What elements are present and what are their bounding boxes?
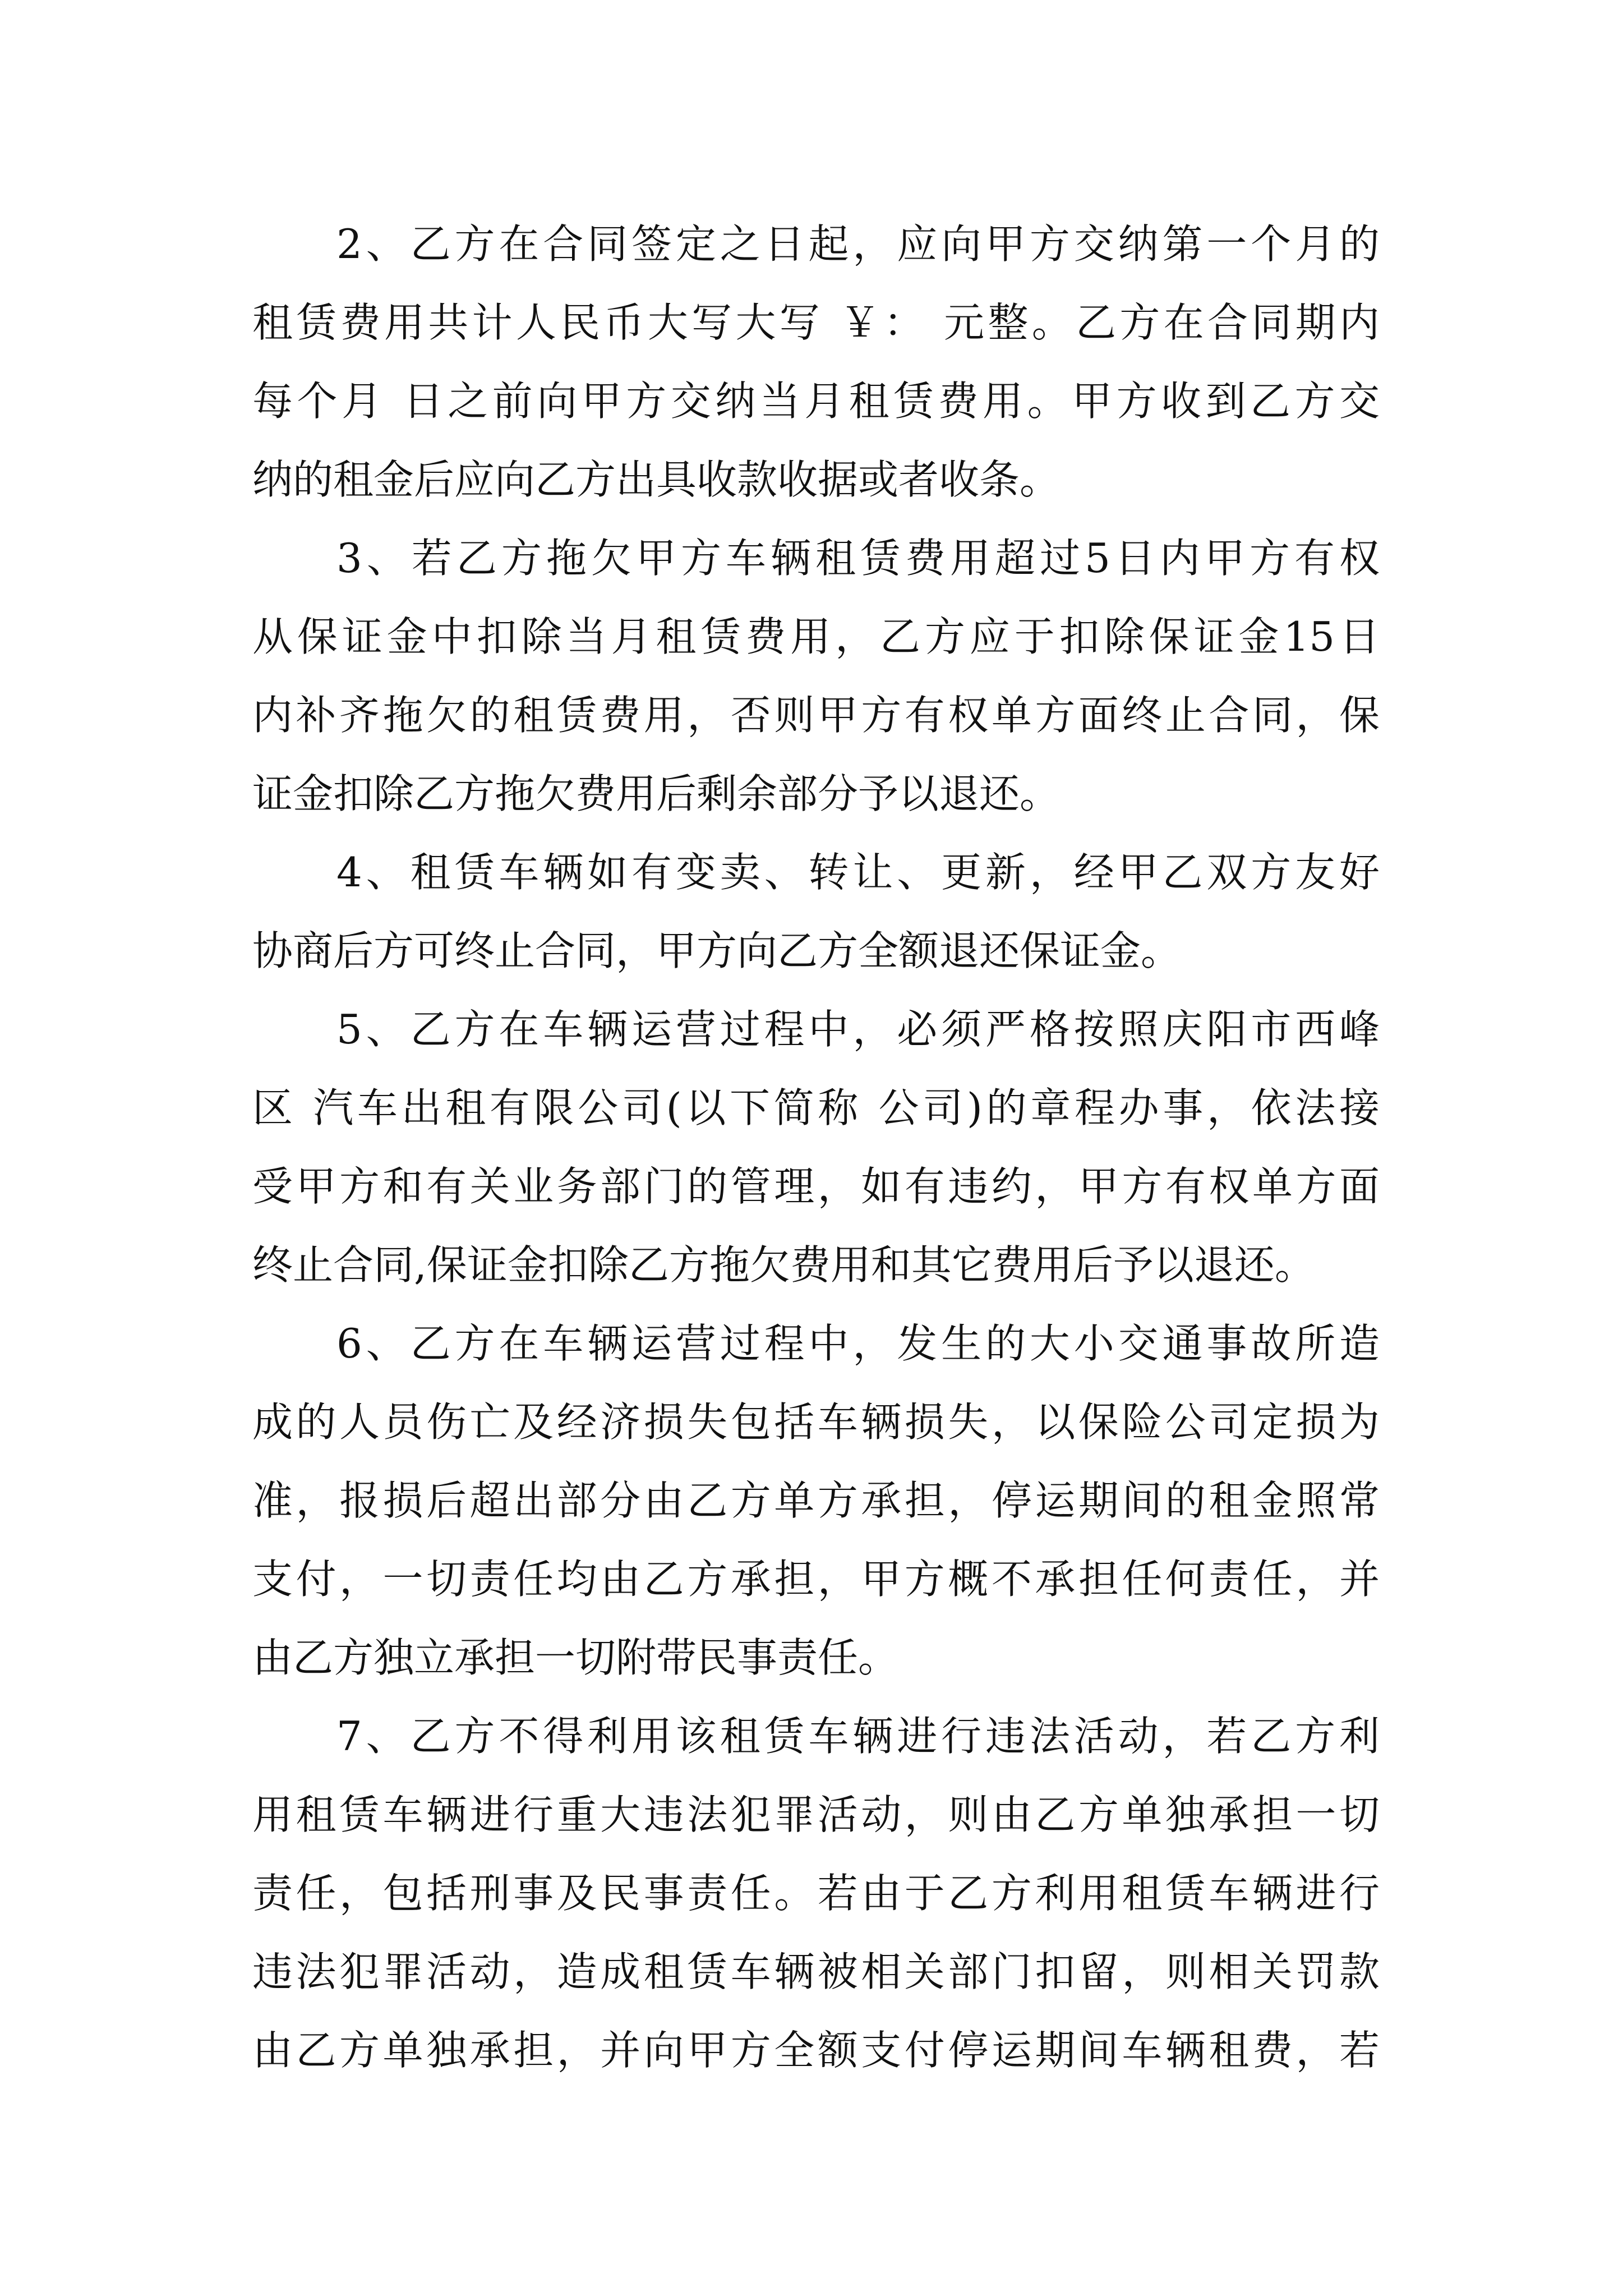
text-line: 终止合同,保证金扣除乙方拖欠费用和其它费用后予以退还。 [252, 1241, 1315, 1289]
text-line: 7、乙方不得利用该租赁车辆进行违法活动，若乙方利 [336, 1713, 1380, 1760]
text-line: 从保证金中扣除当月租赁费用，乙方应于扣除保证金15日 [252, 613, 1380, 660]
text-line: 3、若乙方拖欠甲方车辆租赁费用超过5日内甲方有权 [336, 535, 1380, 582]
text-line: 准，报损后超出部分由乙方单方承担，停运期间的租金照常 [252, 1477, 1380, 1524]
text-line: 由乙方独立承担一切附带民事责任。 [252, 1634, 899, 1681]
text-line: 受甲方和有关业务部门的管理，如有违约，甲方有权单方面 [252, 1163, 1380, 1210]
text-line: 违法犯罪活动，造成租赁车辆被相关部门扣留，则相关罚款 [252, 1948, 1380, 1995]
text-line: 用租赁车辆进行重大违法犯罪活动，则由乙方单独承担一切 [252, 1791, 1380, 1838]
text-line: 4、租赁车辆如有变卖、转让、更新，经甲乙双方友好 [336, 849, 1380, 896]
text-line: 成的人员伤亡及经济损失包括车辆损失，以保险公司定损为 [252, 1398, 1380, 1446]
text-line: 证金扣除乙方拖欠费用后剩余部分予以退还。 [252, 770, 1061, 817]
text-line: 每个月 日之前向甲方交纳当月租赁费用。甲方收到乙方交 [252, 378, 1380, 425]
text-line: 责任，包括刑事及民事责任。若由于乙方利用租赁车辆进行 [252, 1870, 1380, 1917]
text-line: 由乙方单独承担，并向甲方全额支付停运期间车辆租费，若 [252, 2027, 1380, 2074]
text-line: 2、乙方在合同签定之日起，应向甲方交纳第一个月的 [336, 220, 1380, 268]
text-line: 5、乙方在车辆运营过程中，必须严格按照庆阳市西峰 [336, 1006, 1380, 1053]
text-line: 协商后方可终止合同，甲方向乙方全额退还保证金。 [252, 927, 1182, 974]
text-line: 纳的租金后应向乙方出具收款收据或者收条。 [252, 456, 1061, 503]
text-line: 6、乙方在车辆运营过程中，发生的大小交通事故所造 [336, 1320, 1380, 1367]
text-line: 内补齐拖欠的租赁费用，否则甲方有权单方面终止合同，保 [252, 692, 1380, 739]
text-line: 支付，一切责任均由乙方承担，甲方概不承担任何责任，并 [252, 1556, 1380, 1603]
text-line: 区 汽车出租有限公司(以下简称 公司)的章程办事，依法接 [252, 1084, 1380, 1131]
text-line: 租赁费用共计人民币大写大写 ￥： 元整。乙方在合同期内 [252, 299, 1380, 346]
